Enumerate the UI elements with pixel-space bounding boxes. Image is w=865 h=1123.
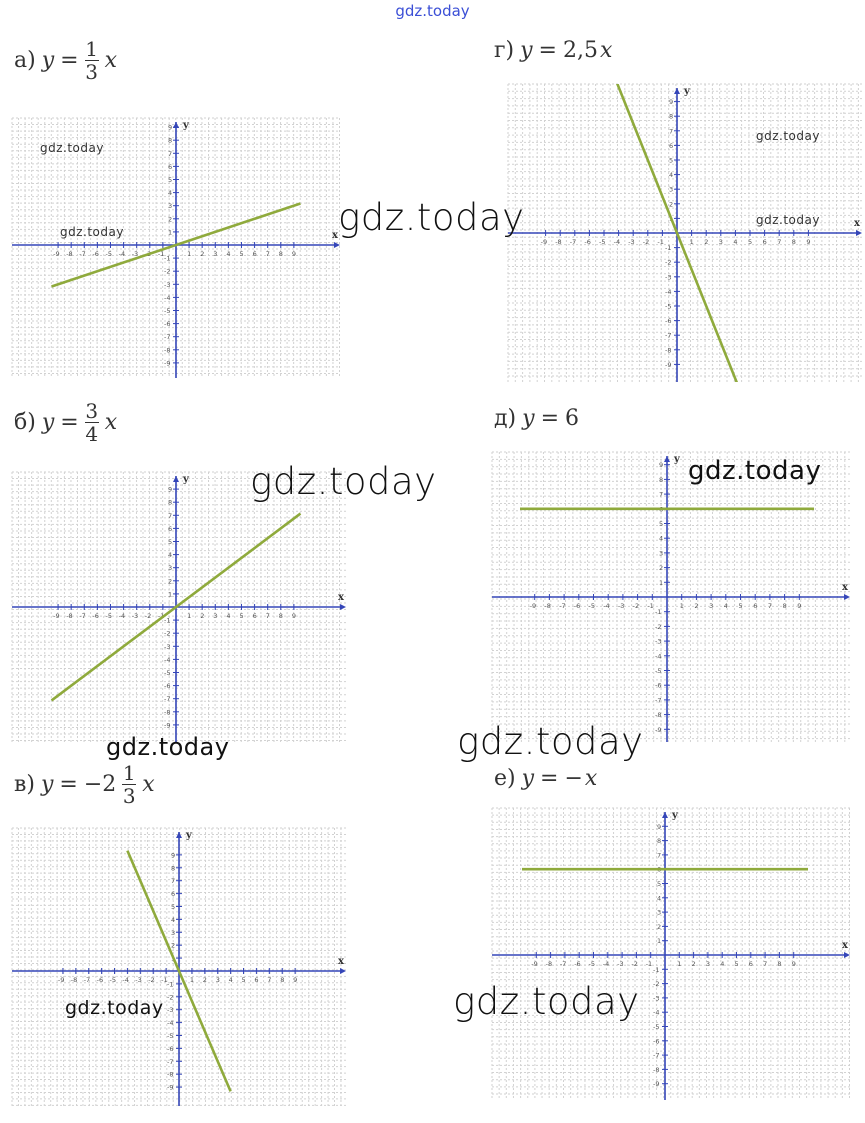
equation-suffix: x [584,766,598,791]
x-tick-label: -1 [647,602,654,610]
y-tick-label: -6 [665,317,672,326]
y-tick-label: -2 [655,622,662,631]
x-tick-label: -7 [559,602,566,610]
y-axis-arrow [674,88,680,94]
chart-b [12,472,346,742]
y-tick-label: 8 [659,475,664,484]
y-tick-label: -7 [164,695,171,704]
y-tick-label: -3 [665,273,672,282]
y-tick-label: -4 [653,1008,660,1017]
x-tick-label: 5 [239,612,244,620]
watermark-medium: gdz.today [106,733,230,761]
x-tick-label: -3 [617,602,625,610]
y-tick-label: 6 [659,505,664,514]
equals-sign: = [60,410,79,435]
y-tick-label: 4 [669,171,674,180]
task-prefix: в) [14,772,35,797]
task-prefix: е) [494,766,516,791]
y-tick-label: 1 [669,214,674,223]
fraction-denominator: 3 [85,60,98,84]
x-axis-label: x [842,940,848,951]
y-tick-label: -1 [655,608,662,617]
y-tick-label: 4 [168,189,173,198]
grid [492,808,850,1100]
x-tick-label: 6 [753,602,758,610]
y-tick-label: -2 [164,267,171,276]
y-tick-label: 7 [657,851,662,860]
x-tick-label: -5 [105,250,112,258]
y-tick-label: -1 [653,965,660,974]
x-tick-label: 5 [738,602,743,610]
y-tick-label: 1 [171,954,176,963]
y-tick-label: 4 [168,551,173,560]
y-tick-label: 6 [171,890,176,899]
x-tick-label: -4 [118,250,126,258]
y-tick-label: 5 [168,176,173,184]
fraction-denominator: 3 [122,784,136,808]
y-tick-label: -6 [164,682,171,691]
y-tick-label: 8 [171,864,176,873]
equals-sign: = [538,38,557,63]
task-prefix: а) [14,48,36,73]
x-tick-label: 3 [213,612,218,620]
y-tick-label: 3 [168,564,173,573]
x-tick-label: 3 [718,238,723,246]
watermark-large: gdz.today [250,460,437,503]
equation-suffix: x [142,772,155,797]
x-tick-label: 8 [280,976,285,984]
y-tick-label: 1 [168,590,173,599]
x-tick-label: -7 [559,960,567,968]
x-tick-label: -8 [545,960,553,968]
y-tick-label: -4 [164,293,171,302]
x-tick-label: 6 [252,612,257,620]
y-tick-label: 7 [669,127,674,136]
x-tick-label: 2 [202,976,207,984]
y-tick-label: -7 [167,1057,174,1066]
equation-rhs: 2,5 [562,38,598,63]
y-tick-label: 9 [168,485,173,494]
watermark-large: gdz.today [453,980,640,1023]
watermark-small: gdz.today [756,129,820,143]
y-tick-label: -4 [167,1019,174,1028]
x-tick-label: -5 [588,960,595,968]
equals-sign: = [60,48,79,73]
x-tick-label: 6 [748,960,753,968]
x-tick-label: -8 [544,602,551,610]
y-tick-label: 9 [657,822,662,831]
y-tick-label: -5 [167,1032,174,1040]
x-tick-label: 1 [689,238,694,246]
x-tick-label: -8 [70,976,78,984]
x-tick-label: -9 [540,238,548,246]
x-tick-label: -9 [53,612,60,620]
equals-sign: = [59,772,78,797]
x-tick-label: -5 [105,612,112,620]
x-tick-label: -4 [122,976,129,984]
y-tick-label: -9 [665,360,672,369]
chart-d [492,452,850,742]
x-tick-label: -1 [157,612,165,620]
x-tick-label: 1 [679,602,684,610]
y-tick-label: -3 [655,637,662,646]
x-tick-label: -4 [118,612,126,620]
y-tick-label: 6 [669,141,674,150]
equation-suffix: x [104,48,117,73]
x-tick-label: -9 [57,976,65,984]
x-tick-label: -9 [53,250,60,258]
y-tick-label: -3 [164,642,171,651]
chart-a [12,118,340,378]
fraction-numerator: 3 [85,399,99,423]
x-tick-label: 1 [677,960,682,968]
x-tick-label: 4 [228,976,233,984]
y-axis-arrow [176,832,182,838]
x-tick-label: -7 [569,238,577,246]
equation-suffix: x [599,38,613,63]
x-tick-label: 7 [777,238,782,246]
x-tick-label: -3 [628,238,635,246]
y-tick-label: 8 [669,112,674,121]
y-axis-arrow [662,812,668,818]
x-tick-label: 7 [267,976,272,984]
x-tick-label: -4 [613,238,621,246]
x-tick-label: 4 [720,960,725,968]
x-tick-label: -9 [529,602,537,610]
fraction-numerator: 1 [85,37,98,61]
x-tick-label: -2 [148,976,155,984]
y-tick-label: -7 [665,331,672,340]
whole-part: −2 [83,772,117,797]
equals-sign: = [540,766,559,791]
equals-sign: = [540,406,560,431]
equation-rhs: − [564,766,583,791]
y-tick-label: -2 [665,258,672,267]
x-tick-label: 2 [200,250,205,258]
equation-lhs: y [522,406,535,431]
x-tick-label: 6 [254,976,259,984]
y-tick-label: -8 [665,346,672,355]
x-tick-label: -1 [157,250,165,258]
y-tick-label: 9 [659,461,664,470]
y-tick-label: -2 [167,993,174,1002]
task-prefix: д) [494,406,517,431]
x-tick-label: 1 [187,612,192,620]
x-tick-label: -5 [588,602,595,610]
y-tick-label: 4 [657,894,662,903]
x-tick-label: 5 [734,960,739,968]
x-axis-arrow [856,230,862,236]
x-tick-label: 5 [241,976,246,984]
equation-lhs: y [40,772,54,797]
x-tick-label: -6 [92,250,99,258]
y-tick-label: -6 [164,320,171,329]
x-tick-label: 3 [705,960,711,968]
x-tick-label: -7 [83,976,91,984]
x-tick-label: 5 [748,238,753,246]
y-tick-label: -2 [653,980,660,989]
y-tick-label: 4 [171,915,176,924]
chart-v [12,828,346,1106]
x-tick-label: 8 [782,602,787,610]
x-tick-label: 4 [226,612,231,620]
x-tick-label: 3 [215,976,220,984]
x-tick-label: 1 [189,976,195,984]
x-tick-label: -2 [642,238,650,246]
x-tick-label: 9 [791,960,796,968]
task-prefix: б) [14,410,36,435]
x-tick-label: 5 [239,250,244,258]
y-tick-label: -8 [655,711,662,720]
x-axis-label: x [338,592,344,603]
equation-rhs: 6 [565,406,580,431]
x-tick-label: -6 [574,960,581,968]
y-tick-label: -5 [164,307,171,315]
x-tick-label: -5 [109,976,116,984]
y-axis-label: y [183,120,189,131]
equation-lhs: y [520,38,533,63]
y-tick-label: 2 [657,922,662,931]
y-tick-label: 5 [669,156,674,165]
x-tick-label: -8 [66,250,73,258]
x-axis-arrow [340,968,346,974]
x-tick-label: 3 [213,250,218,258]
x-tick-label: -5 [599,238,606,246]
x-tick-label: 7 [763,960,768,968]
y-tick-label: 5 [168,538,173,546]
x-tick-label: -3 [617,960,624,968]
equation-suffix: x [104,410,118,435]
y-tick-label: 3 [659,549,664,558]
watermark-top: gdz.today [395,2,470,20]
x-tick-label: -6 [573,602,581,610]
y-tick-label: -4 [665,287,672,296]
watermark-large: gdz.today [457,720,644,763]
watermark-medium: gdz.today [65,997,164,1019]
y-tick-label: -5 [164,669,171,677]
watermark-small: gdz.today [756,213,820,227]
y-tick-label: 3 [168,202,173,211]
x-tick-label: -8 [66,612,73,620]
x-tick-label: -8 [555,238,562,246]
x-tick-label: -4 [603,602,610,610]
x-tick-label: 7 [265,612,270,620]
equation-lhs: y [41,48,55,73]
equation-lhs: y [521,766,535,791]
y-tick-label: 2 [669,200,674,209]
y-tick-label: 6 [168,162,173,171]
x-tick-label: -3 [131,612,139,620]
y-tick-label: 5 [657,880,662,888]
x-tick-label: -7 [79,612,86,620]
x-tick-label: 7 [265,250,270,258]
y-tick-label: 9 [171,851,176,860]
y-tick-label: 1 [659,578,664,587]
x-tick-label: -6 [584,238,591,246]
y-tick-label: -6 [653,1037,660,1046]
y-tick-label: 9 [168,123,173,132]
y-tick-label: -9 [655,725,662,734]
y-tick-label: 7 [659,490,664,499]
x-tick-label: -2 [631,960,638,968]
y-tick-label: -1 [164,254,171,263]
watermark-medium: gdz.today [688,456,822,486]
x-tick-label: 4 [226,250,231,258]
y-tick-label: -8 [164,346,171,355]
x-tick-label: -1 [161,976,168,984]
x-tick-label: 3 [709,602,714,610]
x-tick-label: -7 [79,250,86,258]
x-tick-label: -2 [144,612,152,620]
y-tick-label: 2 [659,564,664,573]
y-tick-label: -1 [665,244,672,253]
y-tick-label: -7 [655,696,662,705]
y-tick-label: -5 [665,302,672,311]
x-tick-label: 4 [723,602,728,610]
y-tick-label: 8 [657,837,662,846]
y-tick-label: 5 [171,903,176,911]
x-tick-label: -1 [657,238,664,246]
y-tick-label: -9 [164,359,171,368]
y-tick-label: -7 [164,333,171,342]
y-tick-label: 7 [168,511,173,520]
x-tick-label: -2 [144,250,152,258]
y-tick-label: -4 [164,655,171,664]
x-tick-label: -3 [131,250,139,258]
x-tick-label: -6 [92,612,99,620]
x-axis-label: x [338,956,344,967]
y-tick-label: -9 [653,1080,660,1089]
x-tick-label: 9 [293,976,298,984]
y-tick-label: -8 [164,708,171,717]
y-tick-label: -8 [653,1065,660,1074]
task-prefix: г) [494,38,515,63]
y-tick-label: 1 [657,937,662,946]
x-tick-label: -1 [645,960,653,968]
y-tick-label: -5 [653,1023,660,1031]
y-tick-label: 7 [171,877,176,886]
y-tick-label: 8 [168,136,173,145]
watermark-large: gdz.today [338,196,525,239]
x-tick-label: 2 [691,960,696,968]
x-tick-label: -9 [531,960,538,968]
y-tick-label: -4 [655,652,662,661]
y-tick-label: -3 [167,1006,174,1015]
y-axis-label: y [684,86,690,97]
y-tick-label: -1 [164,616,171,625]
y-tick-label: -6 [167,1044,174,1053]
x-tick-label: 1 [187,250,192,258]
x-tick-label: 7 [767,602,773,610]
y-tick-label: 1 [168,228,173,237]
y-tick-label: 6 [657,865,662,874]
x-axis-label: x [842,582,848,593]
y-tick-label: 2 [168,577,173,586]
y-axis-label: y [674,454,680,465]
watermark-small: gdz.today [40,141,104,155]
x-tick-label: 6 [252,250,257,258]
y-tick-label: 5 [659,520,664,528]
y-tick-label: 3 [669,185,674,194]
x-tick-label: 2 [200,612,205,620]
watermark-small: gdz.today [60,225,124,239]
y-tick-label: 6 [168,524,173,533]
y-tick-label: 4 [659,534,664,543]
x-tick-label: 8 [278,612,283,620]
x-tick-label: 9 [797,602,802,610]
y-tick-label: -3 [164,280,171,289]
chart-g [508,80,862,387]
x-tick-label: 8 [777,960,782,968]
y-tick-label: 3 [171,928,176,937]
fraction-numerator: 1 [122,761,136,785]
x-tick-label: -2 [632,602,640,610]
y-tick-label: -5 [655,667,662,675]
y-tick-label: -6 [655,681,662,690]
y-axis-label: y [183,474,189,485]
chart-e [492,808,850,1100]
y-tick-label: 8 [168,498,173,507]
y-tick-label: -3 [653,994,660,1003]
x-axis-label: x [332,230,338,241]
x-tick-label: 8 [791,238,796,246]
y-axis-label: y [672,810,678,821]
fraction-denominator: 4 [85,422,99,446]
y-tick-label: 2 [171,941,176,950]
y-tick-label: 7 [168,149,173,158]
y-tick-label: -8 [167,1070,174,1079]
x-tick-label: 8 [278,250,283,258]
x-tick-label: -6 [96,976,104,984]
y-tick-label: 2 [168,215,173,224]
y-tick-label: 9 [669,98,674,107]
equation-lhs: y [41,410,55,435]
y-tick-label: -7 [653,1051,660,1060]
x-axis-label: x [854,218,860,229]
x-tick-label: -3 [135,976,142,984]
x-tick-label: 9 [291,612,297,620]
x-tick-label: 2 [694,602,699,610]
y-tick-label: -9 [167,1083,174,1092]
x-tick-label: 9 [291,250,297,258]
y-tick-label: -1 [167,980,174,989]
y-tick-label: 3 [657,908,662,917]
y-tick-label: -9 [164,721,171,730]
x-tick-label: -4 [602,960,610,968]
x-tick-label: 4 [733,238,738,246]
x-tick-label: 2 [704,238,709,246]
x-tick-label: 9 [806,238,811,246]
y-tick-label: -2 [164,629,171,638]
y-axis-label: y [186,830,192,841]
x-tick-label: 6 [762,238,767,246]
